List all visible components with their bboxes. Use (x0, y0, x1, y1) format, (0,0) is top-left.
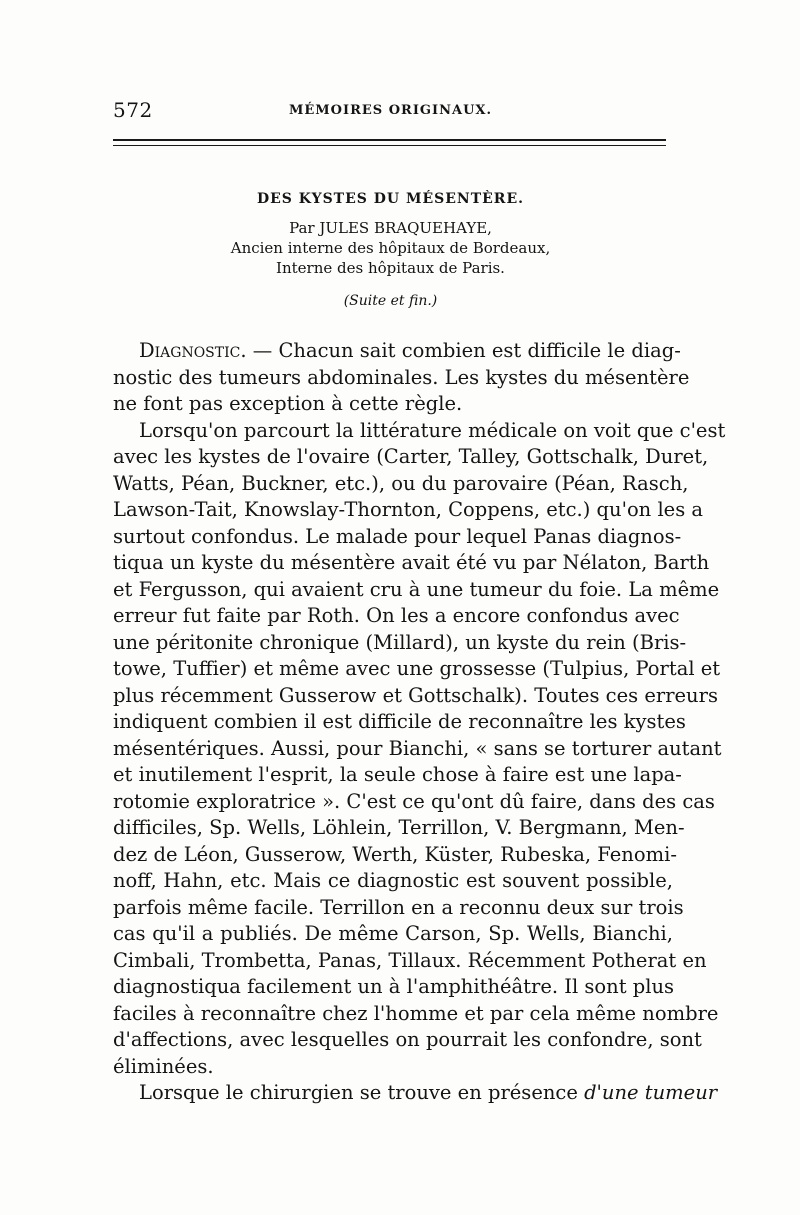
header-rule-thick (113, 139, 666, 141)
text-line (113, 1080, 718, 1107)
text-line: nostic des tumeurs abdominales. Les kystes du mésentère (113, 365, 690, 389)
running-title: MÉMOIRES ORIGINAUX. (288, 103, 493, 118)
text-line: towe, Tuffier) et même avec une grossesse (Tulpius, Portal et (113, 657, 721, 680)
text-line: Lawson-Tait, Knowslay-Thornton, Coppens, etc.) qu'on les a (113, 498, 704, 521)
text-line: une péritonite chronique (Millard), un kyste du rein (Bris- (113, 630, 687, 654)
text-line: faciles à reconnaître chez l'homme et par cela même nombre (113, 1001, 719, 1025)
text-line: difficiles, Sp. Wells, Löhlein, Terrillon, V. Bergmann, Men- (113, 816, 685, 839)
text-line: tiqua un kyste du mésentère avait été vu par Nélaton, Barth (113, 551, 710, 574)
text-line: Watts, Péan, Buckner, etc.), ou du parovaire (Péan, Rasch, (113, 471, 689, 495)
line-text: Lorsque le chirurgien se trouve en présence (139, 1081, 585, 1104)
text-line: et inutilement l'esprit, la seule chose à faire est une lapa- (113, 763, 682, 786)
header-rule-thin (113, 145, 666, 146)
text-line: ne font pas exception à cette règle. (113, 392, 463, 415)
line-text: — Chacun sait combien est difficile le diag- (246, 339, 681, 362)
text-line: Cimbali, Trombetta, Panas, Tillaux. Récemment Potherat en (113, 948, 707, 972)
text-line: dez de Léon, Gusserow, Werth, Küster, Rubeska, Fenomi- (113, 842, 677, 866)
text-line: éliminées. (113, 1054, 214, 1078)
text-line: cas qu'il a publiés. De même Carson, Sp. Wells, Bianchi, (113, 922, 673, 945)
text-line: diagnostiqua facilement un à l'amphithéâtre. Il sont plus (113, 975, 675, 998)
italic-phrase: d'une tumeur (584, 1081, 718, 1104)
text-line: d'affections, avec lesquelles on pourrait les confondre, sont (113, 1028, 702, 1051)
page-number: 572 (113, 98, 153, 122)
text-line: et Fergusson, qui avaient cru à une tumeur du foie. La même (113, 577, 720, 601)
text-line: avec les kystes de l'ovaire (Carter, Talley, Gottschalk, Duret, (113, 445, 709, 468)
text-line: indiquent combien il est difficile de reconnaître les kystes (113, 710, 686, 733)
article-title: DES KYSTES DU MÉSENTÈRE. (256, 191, 524, 207)
text-line: mésentériques. Aussi, pour Bianchi, « sans se torturer autant (113, 736, 722, 760)
author-line: Par JULES BRAQUEHAYE, (289, 219, 492, 237)
continuation-note: (Suite et fin.) (343, 293, 438, 309)
affiliation-line-1: Ancien interne des hôpitaux de Bordeaux, (230, 239, 551, 257)
text-line: parfois même facile. Terrillon en a reconnu deux sur trois (113, 895, 684, 919)
affiliation-line-2: Interne des hôpitaux de Paris. (276, 259, 505, 277)
text-line: Lorsqu'on parcourt la littérature médicale on voit que c'est (139, 418, 726, 442)
body-text (113, 338, 726, 1107)
text-line: plus récemment Gusserow et Gottschalk). Toutes ces erreurs (113, 683, 718, 707)
page-header (113, 98, 668, 124)
text-line: rotomie exploratrice ». C'est ce qu'ont dû faire, dans des cas (113, 789, 715, 813)
text-line: surtout confondus. Le malade pour lequel Panas diagnos- (113, 524, 682, 548)
article-title-block (113, 190, 668, 311)
text-line: noff, Hahn, etc. Mais ce diagnostic est souvent possible, (113, 869, 673, 892)
text-line (113, 338, 681, 365)
text-line: erreur fut faite par Roth. On les a encore confondus avec (113, 604, 680, 627)
section-heading: Diagnostic. (139, 339, 247, 362)
